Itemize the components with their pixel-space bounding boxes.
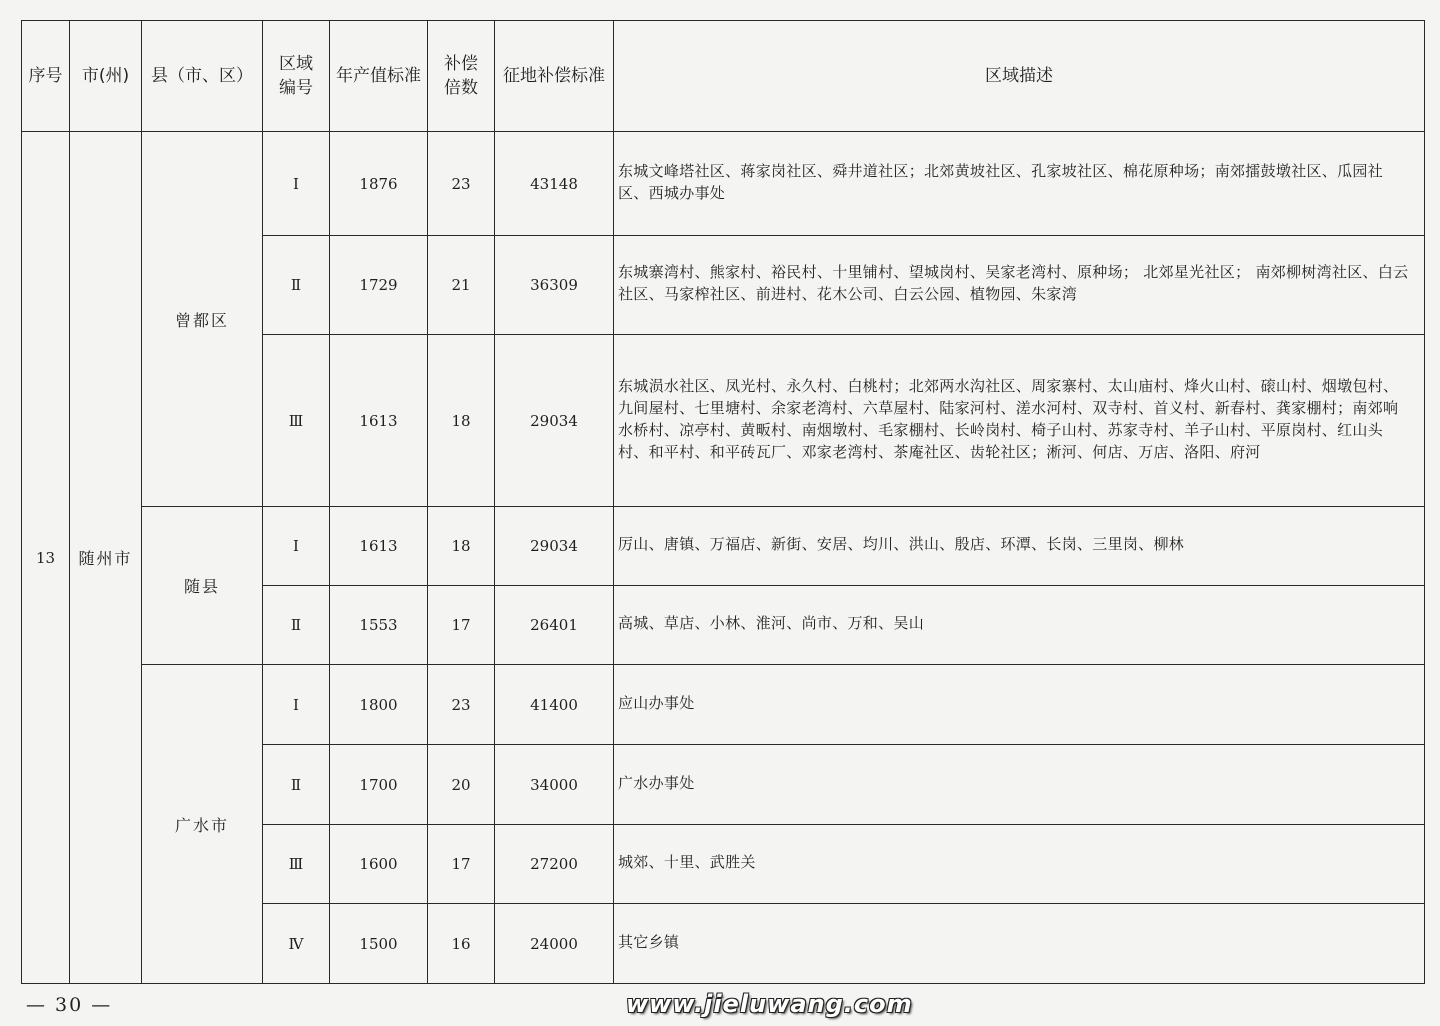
multiplier-cell: 18 [428, 507, 495, 586]
zone-cell: Ⅱ [263, 236, 330, 335]
description-cell: 其它乡镇 [614, 904, 1425, 984]
header-multiplier-line1: 补偿 [444, 54, 478, 74]
multiplier-cell: 17 [428, 586, 495, 665]
compensation-cell: 27200 [495, 825, 614, 904]
output-cell: 1700 [330, 745, 428, 825]
zone-cell: Ⅰ [263, 132, 330, 236]
description-cell: 东城涢水社区、凤光村、永久村、白桃村；北郊两水沟社区、周家寨村、太山庙村、烽火山村、磙山村、烟墩包村、九间屋村、七里塘村、余家老湾村、六草屋村、陆家河村、溠水河村、双寺村、首义村、新春村、龚家棚村；南郊响水桥村、凉亭村、黄畈村、南烟墩村、毛家棚村、长岭岗村、椅子山村、苏家寺村、羊子山村、平原岗村、红山头村、和平村、和平砖瓦厂、邓家老湾村、茶庵社区、齿轮社区；淅河、何店、万店、洛阳、府河 [614, 335, 1425, 507]
description-cell: 厉山、唐镇、万福店、新街、安居、均川、洪山、殷店、环潭、长岗、三里岗、柳林 [614, 507, 1425, 586]
compensation-cell: 29034 [495, 507, 614, 586]
zone-cell: Ⅲ [263, 825, 330, 904]
output-cell: 1500 [330, 904, 428, 984]
header-zone [263, 21, 330, 132]
description-cell: 广水办事处 [614, 745, 1425, 825]
compensation-table [21, 20, 1425, 984]
header-multiplier-line2: 倍数 [444, 78, 478, 98]
compensation-cell: 43148 [495, 132, 614, 236]
compensation-cell: 41400 [495, 665, 614, 745]
county-cell: 广水市 [142, 665, 263, 984]
zone-cell: Ⅰ [263, 665, 330, 745]
zone-cell: Ⅳ [263, 904, 330, 984]
header-zone-line2: 编号 [279, 78, 313, 98]
site-watermark: www.jieluwang.com [626, 990, 913, 1018]
compensation-cell: 36309 [495, 236, 614, 335]
table-row [22, 132, 1425, 236]
zone-cell: Ⅱ [263, 745, 330, 825]
compensation-cell: 26401 [495, 586, 614, 665]
output-cell: 1553 [330, 586, 428, 665]
header-description: 区域描述 [614, 21, 1425, 132]
output-cell: 1729 [330, 236, 428, 335]
output-cell: 1613 [330, 507, 428, 586]
county-cell: 随县 [142, 507, 263, 665]
multiplier-cell: 23 [428, 665, 495, 745]
output-cell: 1613 [330, 335, 428, 507]
county-cell: 曾都区 [142, 132, 263, 507]
header-county: 县（市、区） [142, 21, 263, 132]
output-cell: 1876 [330, 132, 428, 236]
zone-cell: Ⅲ [263, 335, 330, 507]
description-cell: 应山办事处 [614, 665, 1425, 745]
header-row [22, 21, 1425, 132]
header-compensation: 征地补偿标准 [495, 21, 614, 132]
page-number: — 30 — [26, 994, 113, 1016]
description-cell: 东城文峰塔社区、蒋家岗社区、舜井道社区；北郊黄坡社区、孔家坡社区、棉花原种场；南郊擂鼓墩社区、瓜园社区、西城办事处 [614, 132, 1425, 236]
multiplier-cell: 20 [428, 745, 495, 825]
header-city: 市(州) [70, 21, 142, 132]
header-zone-line1: 区域 [279, 54, 313, 74]
multiplier-cell: 18 [428, 335, 495, 507]
compensation-cell: 29034 [495, 335, 614, 507]
compensation-cell: 34000 [495, 745, 614, 825]
table-row [22, 507, 1425, 586]
multiplier-cell: 21 [428, 236, 495, 335]
table-row [22, 665, 1425, 745]
header-multiplier [428, 21, 495, 132]
output-cell: 1800 [330, 665, 428, 745]
description-cell: 城郊、十里、武胜关 [614, 825, 1425, 904]
zone-cell: Ⅰ [263, 507, 330, 586]
header-annual-output: 年产值标准 [330, 21, 428, 132]
multiplier-cell: 23 [428, 132, 495, 236]
description-cell: 东城寨湾村、熊家村、裕民村、十里铺村、望城岗村、吴家老湾村、原种场； 北郊星光社区； 南郊柳树湾社区、白云社区、马家榨社区、前进村、花木公司、白云公园、植物园、朱家湾 [614, 236, 1425, 335]
output-cell: 1600 [330, 825, 428, 904]
compensation-cell: 24000 [495, 904, 614, 984]
zone-cell: Ⅱ [263, 586, 330, 665]
multiplier-cell: 16 [428, 904, 495, 984]
header-seq: 序号 [22, 21, 70, 132]
city-cell: 随州市 [70, 132, 142, 984]
description-cell: 高城、草店、小林、淮河、尚市、万和、吴山 [614, 586, 1425, 665]
multiplier-cell: 17 [428, 825, 495, 904]
seq-cell: 13 [22, 132, 70, 984]
